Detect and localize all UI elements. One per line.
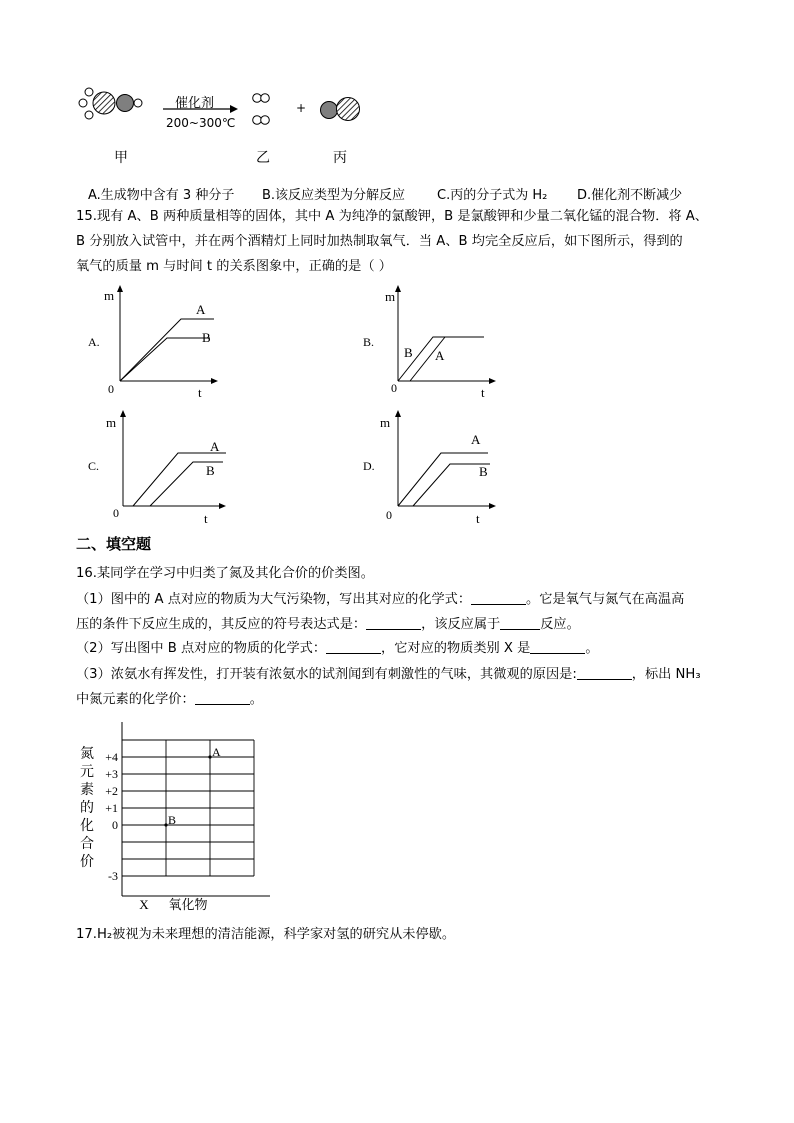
answer-blank-7[interactable]: [195, 692, 250, 705]
graph-a-origin: 0: [108, 382, 114, 396]
y-tick-label: +3: [105, 767, 118, 781]
q15-line-3: 氧气的质量 m 与时间 t 的关系图象中，正确的是（ ）: [76, 259, 392, 274]
graph-b-x-label: t: [481, 385, 485, 400]
q16-part3-line2: [76, 692, 726, 708]
y-axis-label-char: 素: [80, 783, 94, 798]
y-axis-label-char: 氮: [80, 747, 94, 762]
label-bing: 丙: [333, 150, 347, 166]
q16-part1b-text: 压的条件下反应生成的，其反应的符号表达式是：: [76, 617, 367, 632]
y-axis-label-char: 价: [80, 855, 94, 870]
graph-d-origin: 0: [386, 508, 392, 522]
answer-blank-6[interactable]: [577, 667, 632, 680]
q16-intro: 16.某同学在学习中归类了氮及其化合价的价类图。: [76, 566, 374, 581]
y-tick-label: +2: [105, 784, 118, 798]
graph-d-series-b: B: [479, 464, 488, 479]
graph-b-y-label: m: [385, 289, 396, 304]
plus-sign: +: [296, 101, 307, 115]
graph-b-series-b: B: [404, 345, 413, 360]
q15-line-2: B 分别放入试管中，并在两个酒精灯上同时加热制取氧气．当 A、B 均完全反应后，如下图所示，得到的: [76, 234, 683, 249]
answer-blank-4[interactable]: [326, 641, 381, 654]
q16-part1-text-2: 。它是氧气与氮气在高温高: [526, 592, 685, 607]
q16-part1b-mid: ，该反应属于: [421, 617, 501, 632]
q16-part1-text: （1）图中的 A 点对应的物质为大气污染物，写出其对应的化学式：: [76, 592, 472, 607]
q16-part2: [76, 641, 726, 657]
graph-d-option: D.: [363, 459, 375, 473]
section-title: 二、填空题: [76, 535, 152, 553]
q16-part3-post: ，标出 NH₃: [631, 667, 701, 682]
graph-d-series-a: A: [471, 432, 481, 447]
graph-d-y-label: m: [380, 415, 391, 430]
q16-part3b-post: 。: [249, 692, 263, 707]
q16-part2-text: （2）写出图中 B 点对应的物质的化学式：: [76, 641, 327, 656]
graph-c-series-a: A: [210, 439, 220, 454]
molecule-jia: [79, 88, 142, 119]
molecule-bing: [321, 98, 360, 121]
y-tick-label: -3: [108, 869, 118, 883]
q16-part2-mid: ，它对应的物质类别 X 是: [381, 641, 531, 656]
graph-a-option: A.: [88, 335, 100, 349]
graph-a-curve-b: [120, 338, 210, 381]
graph-d-x-label: t: [476, 511, 480, 526]
graph-b-origin: 0: [391, 381, 397, 395]
graph-d-curve-a: [398, 453, 488, 506]
q15-line-1: 15.现有 A、B 两种质量相等的固体，其中 A 为纯净的氯酸钾，B 是氯酸钾和少量二氧化锰的混合物．将 A、: [76, 209, 708, 224]
molecule-yi: [253, 94, 270, 125]
q14-option-b: B.该反应类型为分解反应: [262, 188, 406, 203]
data-point-label: A: [212, 745, 221, 759]
q16-part1-line2: [76, 617, 726, 633]
q16-part1-line1: [76, 592, 726, 608]
graph-a-series-b: B: [202, 330, 211, 345]
graph-c-y-label: m: [106, 415, 117, 430]
q14-option-d: D.催化剂不断减少: [577, 188, 683, 203]
graph-b-series-a: A: [435, 348, 445, 363]
answer-blank-5[interactable]: [530, 641, 585, 654]
condition-label: 200~300℃: [166, 116, 236, 130]
x-category-label: 氧化物: [168, 897, 208, 912]
q16-part3b-text: 中氮元素的化学价：: [76, 692, 195, 707]
label-yi: 乙: [256, 150, 270, 166]
q16-part3-text: （3）浓氨水有挥发性，打开装有浓氨水的试剂闻到有刺激性的气味，其微观的原因是:: [76, 667, 577, 682]
graph-a-x-label: t: [198, 385, 202, 400]
y-axis-label-char: 化: [80, 819, 94, 834]
graph-c-curve-a: [133, 453, 226, 506]
graph-c-x-label: t: [204, 511, 208, 526]
y-axis-label-char: 的: [80, 801, 94, 816]
q16-part1b-post: 反应。: [540, 617, 580, 632]
y-axis-label-char: 合: [80, 837, 94, 852]
answer-blank-2[interactable]: [366, 617, 421, 630]
y-tick-label: +1: [105, 801, 118, 815]
graph-b-option: B.: [363, 335, 375, 349]
graph-c-origin: 0: [113, 506, 119, 520]
answer-blank-1[interactable]: [471, 592, 526, 605]
graph-a-y-label: m: [104, 288, 115, 303]
catalyst-label: 催化剂: [175, 96, 215, 111]
graph-c-series-b: B: [206, 463, 215, 478]
q16-part3-line1: [76, 667, 726, 683]
q14-option-a: A.生成物中含有 3 种分子: [88, 188, 235, 203]
graph-c-option: C.: [88, 459, 100, 473]
graph-a-series-a: A: [196, 302, 206, 317]
valence-chart: [75, 718, 285, 918]
y-tick-label: +4: [105, 750, 118, 764]
y-tick-label: 0: [112, 818, 118, 832]
q16-part2-post: 。: [585, 641, 599, 656]
label-jia: 甲: [114, 150, 128, 166]
data-point-label: B: [168, 813, 177, 827]
q14-option-c: C.丙的分子式为 H₂: [437, 188, 548, 203]
graph-a-curve-a: [120, 319, 214, 381]
q17-text: 17.H₂被视为未来理想的清洁能源，科学家对氢的研究从未停歇。: [76, 927, 456, 942]
answer-blank-3[interactable]: [500, 617, 540, 630]
y-axis-label-char: 元: [80, 765, 94, 780]
x-category-label: X: [139, 897, 149, 912]
